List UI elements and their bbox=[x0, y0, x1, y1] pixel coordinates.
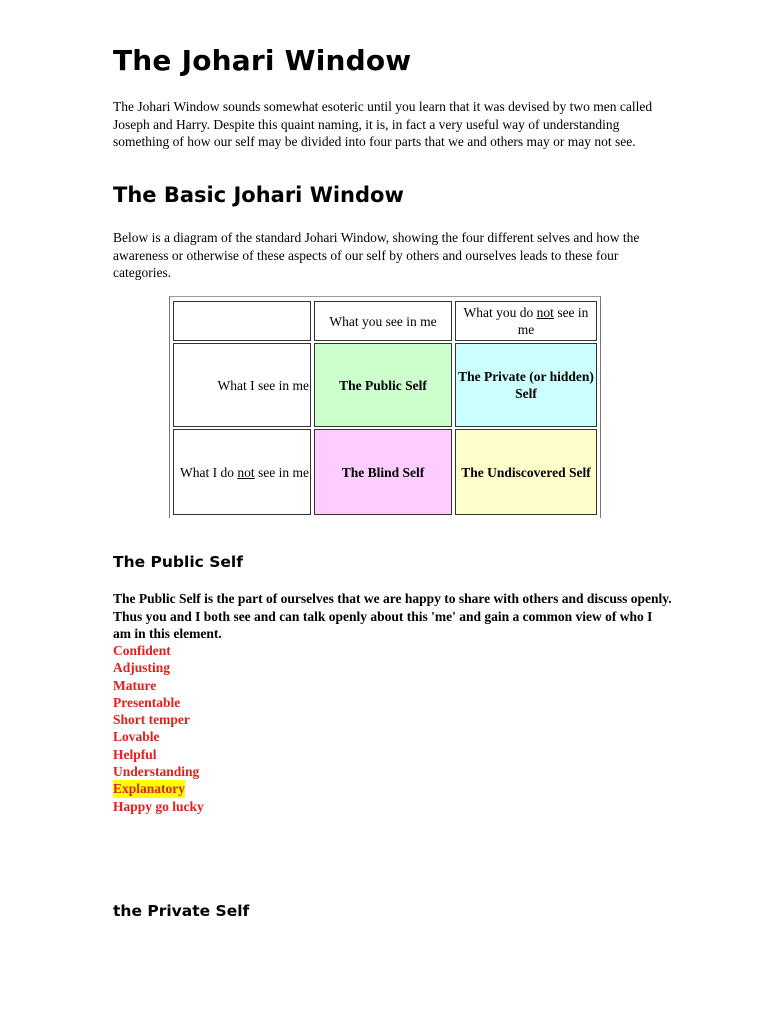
trait-item: Short temper bbox=[113, 712, 190, 728]
col-header-you-see: What you see in me bbox=[314, 301, 452, 341]
blind-self-cell: The Blind Self bbox=[314, 429, 452, 515]
intro-paragraph: The Johari Window sounds somewhat esoteric until you learn that it was devised by two men called Joseph and Harry. Despite this quaint naming, it is, in fact a very useful way of understanding something of how our self may be divided into four parts that we and others may or may not see. bbox=[113, 99, 653, 149]
row-header-i-see bbox=[173, 343, 311, 427]
basic-window-description: Below is a diagram of the standard Johari Window, showing the four different selves and how the awareness or otherwise of these aspects of our self by others and ourselves leads to these four categories. bbox=[113, 230, 640, 280]
trait-item-highlighted: Explanatory bbox=[113, 781, 186, 797]
trait-list bbox=[113, 642, 204, 815]
trait-item: Lovable bbox=[113, 729, 160, 745]
private-self-heading: the Private Self bbox=[113, 902, 250, 920]
row-header-text-b: see in me bbox=[254, 464, 309, 480]
public-self-cell: The Public Self bbox=[314, 343, 452, 427]
trait-item: Helpful bbox=[113, 746, 157, 762]
row-header-not: not bbox=[237, 464, 255, 480]
trait-item: Adjusting bbox=[113, 660, 171, 676]
grid-corner-cell bbox=[173, 301, 311, 341]
undiscovered-self-cell: The Undiscovered Self bbox=[455, 429, 597, 515]
trait-item: Mature bbox=[113, 677, 157, 693]
johari-window-grid bbox=[169, 296, 601, 518]
row-header-text-a: What I do bbox=[180, 464, 238, 480]
trait-item: Presentable bbox=[113, 694, 181, 710]
row-header-i-do-not-see bbox=[173, 429, 311, 515]
basic-window-heading: The Basic Johari Window bbox=[113, 183, 404, 207]
trait-item: Understanding bbox=[113, 764, 200, 780]
col-header-text-a: What you do bbox=[463, 305, 537, 320]
col-header-not: not bbox=[536, 305, 554, 320]
public-self-heading: The Public Self bbox=[113, 553, 243, 571]
private-self-cell: The Private (or hidden) Self bbox=[455, 343, 597, 427]
row-header-text: What I see in me bbox=[217, 377, 309, 393]
trait-item: Happy go lucky bbox=[113, 798, 204, 814]
col-header-you-do-not-see bbox=[455, 301, 597, 341]
page-title: The Johari Window bbox=[113, 44, 412, 77]
col-header-text-b: see in me bbox=[517, 305, 589, 337]
public-self-description: The Public Self is the part of ourselves that we are happy to share with others and discuss openly. Thus you and I both see and can talk openly about this 'me' and gain a common view of who I am in this element. bbox=[113, 591, 672, 641]
trait-item: Confident bbox=[113, 643, 171, 658]
